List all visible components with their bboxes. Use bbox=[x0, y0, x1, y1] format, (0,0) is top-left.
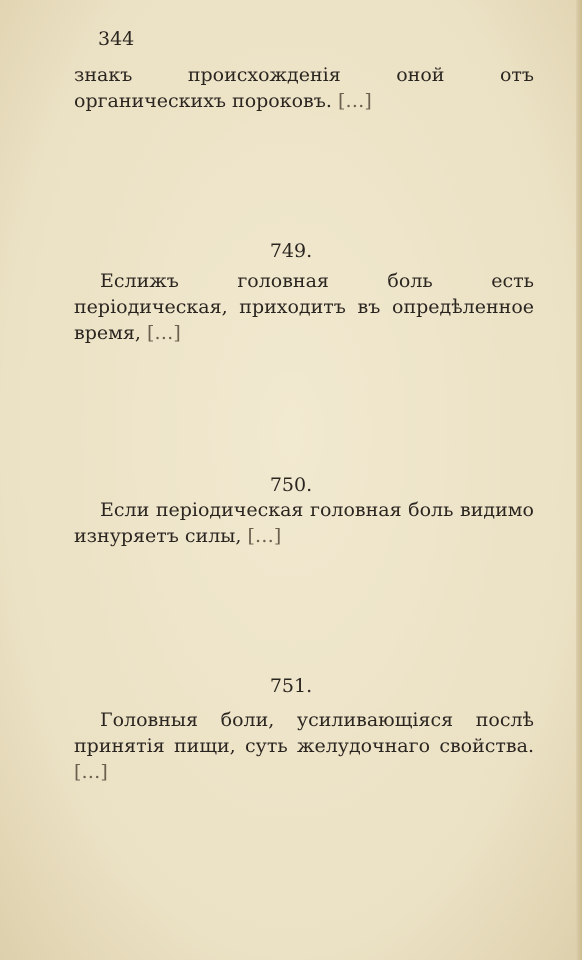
intro-excerpt: знакъ происхожденія оной отъ органическихъ пороковъ. bbox=[74, 64, 534, 112]
ellipsis-751: […] bbox=[74, 761, 108, 783]
paragraph-749 bbox=[74, 268, 534, 346]
ellipsis-750: […] bbox=[247, 525, 282, 547]
excerpt-749: Еслижъ головная боль есть періодическая, приходитъ въ опредѣленное время, bbox=[74, 270, 534, 344]
excerpt-751: Головныя боли, усиливающіяся послѣ принятія пищи, суть желудочнаго свойства. bbox=[74, 709, 534, 757]
ellipsis-749: […] bbox=[146, 322, 181, 344]
excerpt-750: Если періодическая головная боль видимо изнуряетъ силы, bbox=[74, 499, 534, 547]
paragraph-750 bbox=[74, 497, 534, 549]
intro-paragraph bbox=[74, 62, 534, 114]
intro-ellipsis: […] bbox=[337, 90, 372, 112]
page-number: 344 bbox=[98, 28, 135, 50]
section-number-749: 749. bbox=[269, 240, 313, 262]
section-number-751: 751. bbox=[269, 675, 313, 697]
section-number-750: 750. bbox=[269, 474, 313, 496]
paragraph-751 bbox=[74, 707, 534, 785]
